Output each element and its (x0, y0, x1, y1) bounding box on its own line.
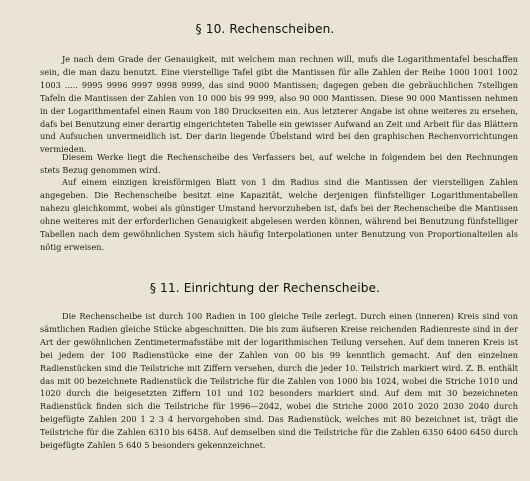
section-11-paragraph-1: Die Rechenscheibe ist durch 100 Radien in 100 gleiche Teile zerlegt. Durch einen (inneren) Kreis sind von sämtlichen Radien gleiche Stücke abgeschnitten. Die bis zum äufseren Kreise reichenden Radienreste sind in der Art der gewöhnlichen Zentimetermafsstäbe mit der logarithmischen Teilung versehen. Auf dem inneren Kreis ist bei jedem der 100 Radienstücke eine der Zahlen von 00 bis 99 kenntlich gemacht. Auf den einzelnen Radienstücken sind die Teilstriche mit Ziffern versehen, durch die jeder 10. Teilstrich markiert wird. Z. B. enthält das mit 00 bezeichnete Radienstück die Teilstriche für die Zahlen von 1000 bis 1024, wobei die Striche 1010 und 1020 durch die beigesetzten Ziffern 101 und 102 besonders markiert sind. Auf dem mit 30 bezeichneten Radienstück finden sich die Teilstriche für 1996—2042, wobei die Striche 2000 2010 2020 2030 2040 durch beigefügte Zahlen 200 1 2 3 4 hervorgehoben sind. Das Radienstück, welches mit 80 bezeichnet ist, trägt die Teilstriche für die Zahlen 6310 bis 6458. Auf demselben sind die Teilstriche für die Zahlen 6350 6400 6450 durch beigefügte Zahlen 5 640 5 besonders gekennzeichnet. (40, 311, 518, 451)
section-10-paragraph-3: Auf einem einzigen kreisförmigen Blatt von 1 dm Radius sind die Mantissen der vierstelligen Zahlen angegeben. Die Rechenscheibe besitzt eine Kapazität, welche derjenigen fünfstelliger Logarithmentabellen nahezu gleichkommt, wobei als günstiger Umstand hervorzuheben ist, dafs bei der Rechenscheibe die Mantissen ohne weiteres mit der erforderlichen Genauigkeit abgelesen werden können, während bei Benutzung fünfstelliger Tabellen nach dem gewöhnlichen System sich häufig Interpolationen unter Benutzung von Proportionalteilen als nötig erweisen. (40, 177, 518, 252)
section-10-paragraph-2: Diesem Werke liegt die Rechenscheibe des Verfassers bei, auf welche in folgendem bei den Rechnungen stets Bezug genommen wird. (40, 152, 518, 175)
section-11-heading: § 11. Einrichtung der Rechenscheibe. (149, 281, 381, 295)
section-10-heading: § 10. Rechenscheiben. (195, 22, 335, 36)
section-10-paragraph-1: Je nach dem Grade der Genauigkeit, mit welchem man rechnen will, mufs die Logarithmentafel beschaffen sein, die man dazu benutzt. Eine vierstellige Tafel gibt die Mantissen für alle Zahlen der Reihe 1000 1001 1002 1003 ..... 9995 9996 9997 9998 9999, das sind 9000 Mantissen; dagegen geben die gebräuchlichen 7stelligen Tafeln die Mantissen der Zahlen von 10 000 bis 99 999, also 90 000 Mantissen. Diese 90 000 Mantissen nehmen in der Logarithmentafel einen Raum von 180 Druckseiten ein. Aus letzterer Angabe ist ohne weiteres zu ersehen, dafs bei Benutzung einer derartig eingerichteten Tabelle ein gewisser Aufwand an Zeit und Arbeit für das Blättern und Aufsuchen unvermeidlich ist. Der darin liegende Übelstand wird bei den graphischen Rechenvorrichtungen vermieden. (40, 54, 518, 155)
